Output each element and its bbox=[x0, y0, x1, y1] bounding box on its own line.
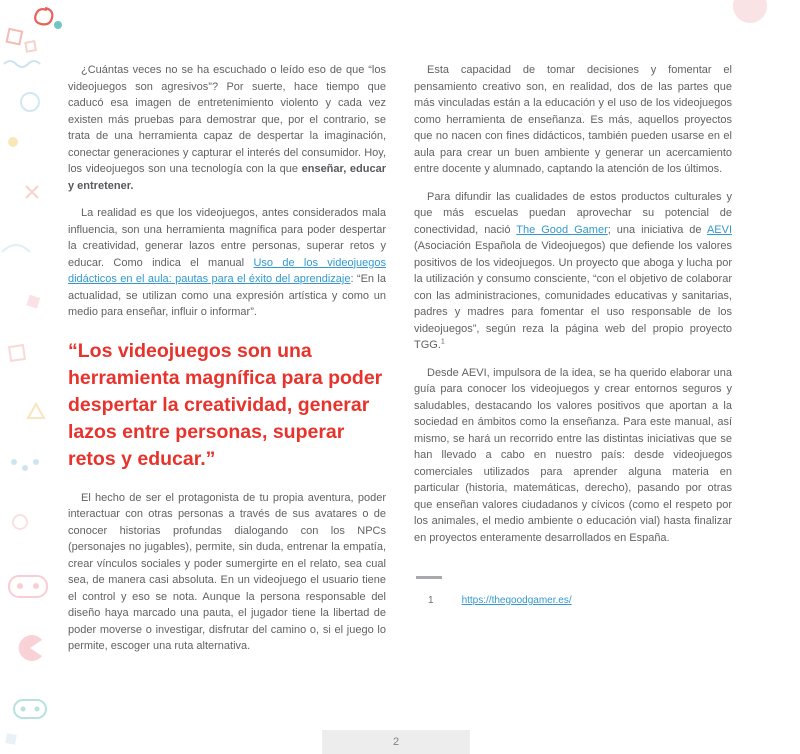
paragraph-manual bbox=[68, 205, 386, 321]
right-column bbox=[414, 62, 732, 666]
paragraph-text: ¿Cuántas veces no se ha escuchado o leído eso de que “los videojuegos son agresivos”? Por suerte, hace tiempo que caducó esa imagen de entretenimiento violento y cada vez existen más pruebas para demostrar que, por el contrario, se trata de una herramienta capaz de despertar la imaginación, conectar generaciones y capturar el interés del consumidor. Hoy, los videojuegos son una tecnología con la que bbox=[68, 64, 386, 175]
yellow-dot-icon bbox=[8, 137, 18, 147]
pink-circle-icon bbox=[733, 0, 767, 23]
blue-dot-icon bbox=[22, 465, 28, 471]
bold-text: enseñar, educar y entretener. bbox=[68, 163, 386, 192]
blue-dot-icon bbox=[11, 459, 17, 465]
pink-pacman-icon bbox=[19, 635, 42, 661]
paragraph-protagonist: El hecho de ser el protagonista de tu propia aventura, poder interactuar con otras personas a través de sus avatares o de conocer historias profundas dialogando con los NPCs (personajes no jugables), permite, sin duda, entrenar la empatía, crear vínculos sociales y poder sumergirte en el relato, sea cual sea, de manera casi absoluta. En un videojuego el usuario tiene el control y eso se nota. Aunque la persona responsable del diseño haya marcado una pauta, el jugador tiene la libertad de poder moverse o investigar, disfrutar del camino o, si el juego lo permite, escoger una ruta alternativa. bbox=[68, 491, 386, 652]
footnote bbox=[414, 595, 732, 606]
footnote-link[interactable]: https://thegoodgamer.es/ bbox=[461, 595, 572, 606]
paragraph-text: La realidad es que los videojuegos, antes considerados mala influencia, son una herramienta magnífica para poder despertar la creatividad, generar lazos entre personas, superar retos y educar. Como indica el manual bbox=[68, 207, 386, 269]
paragraph-decisions: Esta capacidad de tomar decisiones y fomentar el pensamiento creativo son, en realidad, dos de las partes que más vinculadas están a la educación y el uso de los videojuegos como herramienta de enseñanza. Es más, aquellos proyectos que no nacen con fines didácticos, también pueden usarse en el aula para crear un buen ambiente y generar un acercamiento entre docente y alumnado, captando la atención de los últimos. bbox=[414, 64, 732, 175]
footnote-rule bbox=[416, 576, 442, 579]
paragraph-text: : “En la actualidad, se utilizan como una expresión artística y como un medio para enseñar, influir o informar”. bbox=[68, 273, 386, 318]
pink-gamepad-icon bbox=[9, 576, 47, 597]
paragraph-text: Para difundir las cualidades de estos productos culturales y que más escuelas puedan aprovechar su potencial de conectividad, nació bbox=[414, 190, 732, 236]
paragraph-text: ; una iniciativa de bbox=[607, 223, 707, 236]
article-body bbox=[68, 62, 732, 666]
red-square-outline-icon bbox=[25, 41, 35, 51]
teal-dot-icon bbox=[54, 21, 62, 29]
footnote-number: 1 bbox=[428, 595, 434, 606]
red-square-outline-icon bbox=[7, 29, 22, 44]
left-column bbox=[68, 62, 386, 666]
paragraph-intro bbox=[68, 62, 386, 194]
yellow-triangle-icon bbox=[28, 404, 44, 418]
paragraph-text: (Asociación Española de Videojuegos) que defiende los valores positivos de los videojuegos. Un proyecto que aboga y lucha por la utilización y consumo consciente, “con el objetivo de colaborar con las administraciones, comunidades educativas y sanitarias, padres y madres para fomentar el uso responsable de los videojuegos”, según reza la página web del propio proyecto TGG. bbox=[414, 240, 732, 351]
blue-wave-icon bbox=[4, 61, 40, 67]
paragraph-guide: Desde AEVI, impulsora de la idea, se ha querido elaborar una guía para conocer los videojuegos y crear entornos seguros y saludables, destacando los valores positivos que aportan a la sociedad en ámbitos como la enseñanza. Para este manual, así mismo, se hará un recorrido entre las distintas iniciativas que se han llevado a cabo en nuestro país: desde videojuegos comerciales utilizados para aprender alguna materia en particular (historia, matemáticas, derecho), pasando por otras que enseñan valores ciudadanos y cívicos (como el respeto por los animales, el medio ambiente o educación vial) hasta finalizar en proyectos enteramente desarrollados en España. bbox=[414, 366, 732, 544]
blue-circle-outline-icon bbox=[21, 93, 39, 111]
blue-dot-icon bbox=[33, 459, 39, 465]
page-number: 2 bbox=[392, 736, 400, 748]
blue-arc-icon bbox=[2, 245, 30, 252]
page-number-box bbox=[322, 730, 470, 754]
teal-gamepad-icon bbox=[14, 700, 46, 718]
pull-quote: “Los videojuegos son una herramienta magnífica para poder despertar la creatividad, generar lazos entre personas, superar retos y educar.” bbox=[68, 339, 383, 470]
the-good-gamer-link[interactable]: The Good Gamer bbox=[516, 223, 608, 236]
footnote-reference: 1 bbox=[440, 338, 445, 346]
manual-link[interactable]: Uso de los videojuegos didácticos en el aula: pautas para el éxito del aprendizaje bbox=[68, 256, 386, 285]
blue-square-icon bbox=[5, 733, 17, 745]
red-scribble-circle-icon bbox=[35, 8, 52, 24]
red-cross-icon bbox=[26, 186, 38, 198]
paragraph-tgg bbox=[414, 189, 732, 354]
pink-square-icon bbox=[26, 295, 40, 309]
aevi-link[interactable]: AEVI bbox=[706, 223, 733, 236]
red-square-outline-icon bbox=[9, 345, 25, 361]
pink-circle-outline-icon bbox=[13, 515, 27, 529]
